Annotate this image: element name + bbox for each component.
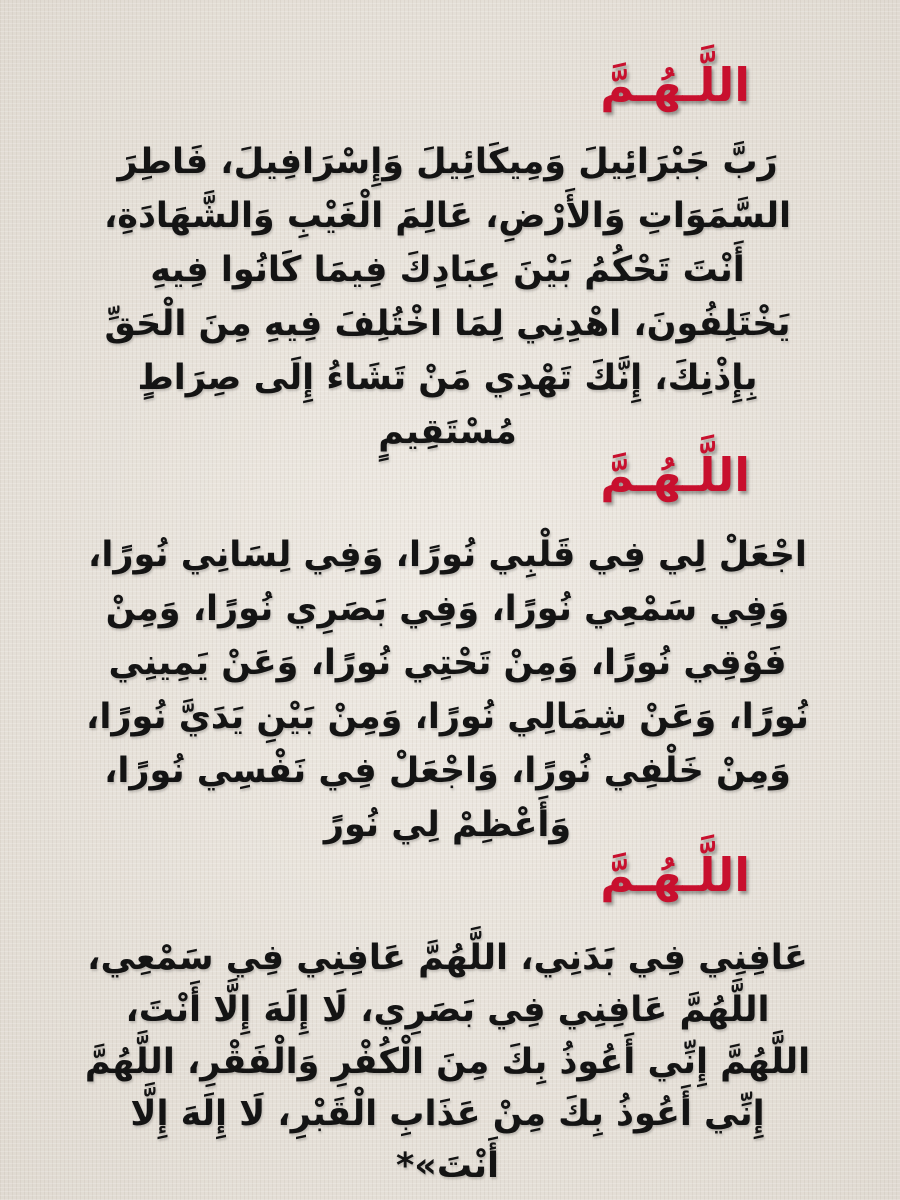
section-1-heading: اللَّـهُـمَّ — [600, 58, 750, 112]
section-2-heading: اللَّـهُـمَّ — [600, 448, 750, 502]
section-1-text: رَبَّ جَبْرَائِيلَ وَمِيكَائِيلَ وَإِسْرَافِيلَ، فَاطِرَ السَّمَوَاتِ وَالأَرْضِ، عَالِمَ الْغَيْبِ وَالشَّهَادَةِ، أَنْتَ تَحْكُمُ بَيْنَ عِبَادِكَ فِيمَا كَانُوا فِيهِ يَخْتَلِفُونَ، اهْدِنِي لِمَا اخْتُلِفَ فِيهِ مِنَ الْحَقِّ بِإِذْنِكَ، إِنَّكَ تَهْدِي مَنْ تَشَاءُ إِلَى صِرَاطٍ مُسْتَقِيمٍ — [104, 142, 791, 452]
section-3-text: عَافِنِي فِي بَدَنِي، اللَّهُمَّ عَافِنِي فِي سَمْعِي، اللَّهُمَّ عَافِنِي فِي بَصَرِي، لَا إِلَهَ إِلَّا أَنْتَ، اللَّهُمَّ إِنِّي أَعُوذُ بِكَ مِنَ الْكُفْرِ وَالْفَقْرِ، اللَّهُمَّ إِنِّي أَعُوذُ بِكَ مِنْ عَذَابِ الْقَبْرِ، لَا إِلَهَ إِلَّا أَنْتَ»* — [84, 938, 811, 1186]
section-2-text: اجْعَلْ لِي فِي قَلْبِي نُورًا، وَفِي لِسَانِي نُورًا، وَفِي سَمْعِي نُورًا، وَفِي بَصَرِي نُورًا، وَمِنْ فَوْقِي نُورًا، وَمِنْ تَحْتِي نُورًا، وَعَنْ يَمِينِي نُورًا، وَعَنْ شِمَالِي نُورًا، وَمِنْ بَيْنِ يَدَيَّ نُورًا، وَمِنْ خَلْفِي نُورًا، وَاجْعَلْ فِي نَفْسِي نُورًا، وَأَعْظِمْ لِي نُورً — [86, 535, 809, 845]
section-3-heading: اللَّـهُـمَّ — [600, 848, 750, 902]
